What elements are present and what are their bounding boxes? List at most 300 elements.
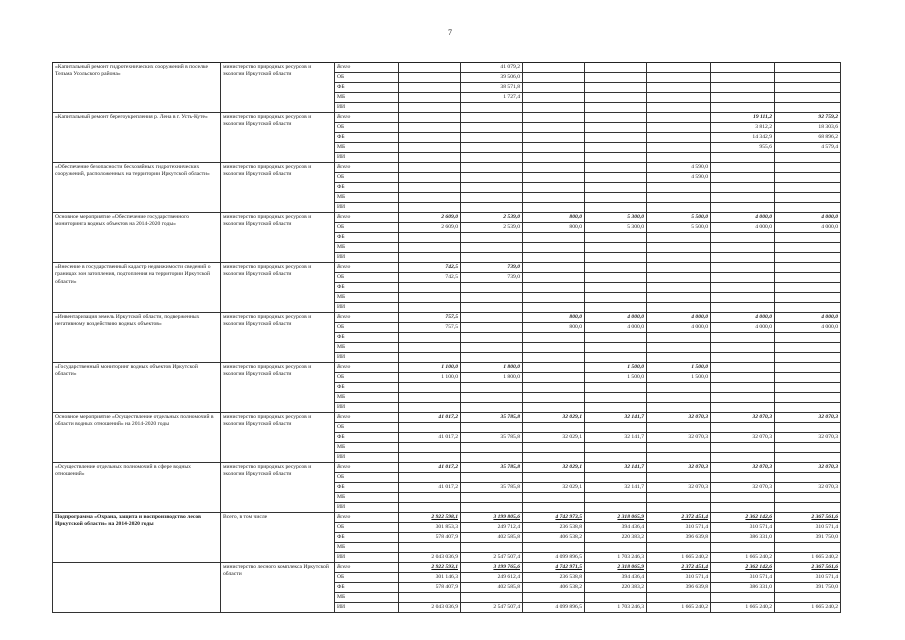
amount-cell [711, 343, 775, 353]
amount-cell [585, 423, 647, 433]
amount-cell [523, 303, 585, 313]
amount-cell [711, 543, 775, 553]
funding-source: Всего [335, 463, 399, 473]
amount-cell [523, 83, 585, 93]
amount-cell [523, 173, 585, 183]
amount-cell: 2 609,0 [399, 213, 461, 223]
funding-source: МБ [335, 343, 399, 353]
amount-cell: 1 100,0 [399, 373, 461, 383]
amount-cell [711, 63, 775, 73]
amount-cell [461, 313, 523, 323]
amount-cell [585, 103, 647, 113]
amount-cell: 1 727,4 [461, 93, 523, 103]
amount-cell [775, 373, 841, 383]
amount-cell [585, 453, 647, 463]
amount-cell [399, 423, 461, 433]
amount-cell: 1 500,0 [585, 363, 647, 373]
amount-cell: 406 538,2 [523, 533, 585, 543]
table-row [53, 363, 841, 373]
table-row [53, 513, 841, 523]
amount-cell: 41 017,2 [399, 433, 461, 443]
amount-cell [461, 253, 523, 263]
amount-cell [647, 93, 711, 103]
amount-cell [523, 473, 585, 483]
funding-source: МБ [335, 193, 399, 203]
amount-cell [711, 293, 775, 303]
amount-cell [461, 123, 523, 133]
amount-cell [399, 283, 461, 293]
amount-cell [775, 283, 841, 293]
table-row [53, 213, 841, 223]
amount-cell: 2 547 507,4 [461, 553, 523, 563]
amount-cell [711, 253, 775, 263]
amount-cell [585, 183, 647, 193]
amount-cell: 757,5 [399, 323, 461, 333]
amount-cell: 41 017,2 [399, 413, 461, 423]
amount-cell [775, 503, 841, 513]
amount-cell [585, 353, 647, 363]
amount-cell: 391 750,0 [775, 583, 841, 593]
amount-cell: 19 111,2 [711, 113, 775, 123]
funding-source: ФБ [335, 233, 399, 243]
amount-cell [775, 353, 841, 363]
amount-cell [461, 403, 523, 413]
amount-cell: 2 043 036,9 [399, 553, 461, 563]
amount-cell [711, 233, 775, 243]
amount-cell: 32 070,3 [711, 463, 775, 473]
amount-cell [711, 103, 775, 113]
funding-source: ФБ [335, 483, 399, 493]
amount-cell [775, 273, 841, 283]
amount-cell [461, 193, 523, 203]
amount-cell [399, 123, 461, 133]
funding-source: ИИ [335, 203, 399, 213]
amount-cell [523, 503, 585, 513]
amount-cell: 2 609,0 [399, 223, 461, 233]
amount-cell: 32 029,1 [523, 413, 585, 423]
responsible-executor: министерство природных ресурсов и экологии Иркутской области [221, 363, 335, 413]
funding-source: ОБ [335, 373, 399, 383]
amount-cell [711, 383, 775, 393]
amount-cell [647, 203, 711, 213]
amount-cell [399, 103, 461, 113]
amount-cell: 739,0 [461, 273, 523, 283]
amount-cell [647, 253, 711, 263]
amount-cell [585, 93, 647, 103]
funding-source: ИИ [335, 153, 399, 163]
activity-name [53, 563, 221, 613]
amount-cell [523, 73, 585, 83]
responsible-executor: министерство природных ресурсов и экологии Иркутской области [221, 263, 335, 313]
amount-cell [647, 273, 711, 283]
amount-cell: 32 070,3 [647, 483, 711, 493]
amount-cell: 2 539,0 [461, 223, 523, 233]
amount-cell: 800,0 [523, 223, 585, 233]
amount-cell [461, 423, 523, 433]
amount-cell: 5 300,0 [585, 223, 647, 233]
amount-cell: 800,0 [523, 323, 585, 333]
funding-source: МБ [335, 293, 399, 303]
funding-source: ОБ [335, 123, 399, 133]
funding-source: Всего [335, 63, 399, 73]
amount-cell [647, 293, 711, 303]
funding-source: Всего [335, 213, 399, 223]
amount-cell [399, 453, 461, 463]
amount-cell [711, 453, 775, 463]
amount-cell [775, 193, 841, 203]
amount-cell [399, 493, 461, 503]
amount-cell [711, 363, 775, 373]
amount-cell [399, 83, 461, 93]
funding-source: ОБ [335, 523, 399, 533]
budget-table [52, 62, 841, 613]
funding-source: МБ [335, 543, 399, 553]
amount-cell [399, 393, 461, 403]
amount-cell: 32 029,1 [523, 483, 585, 493]
funding-source: Всего [335, 513, 399, 523]
amount-cell [711, 593, 775, 603]
amount-cell [461, 203, 523, 213]
amount-cell [399, 153, 461, 163]
amount-cell [399, 333, 461, 343]
funding-source: МБ [335, 143, 399, 153]
funding-source: ФБ [335, 183, 399, 193]
funding-source: Всего [335, 263, 399, 273]
amount-cell [647, 283, 711, 293]
amount-cell: 757,5 [399, 313, 461, 323]
amount-cell: 4 742 971,5 [523, 563, 585, 573]
funding-source: ФБ [335, 383, 399, 393]
funding-source: Всего [335, 313, 399, 323]
amount-cell [647, 133, 711, 143]
amount-cell [711, 333, 775, 343]
amount-cell [711, 163, 775, 173]
activity-name: Основное мероприятие «Обеспечение государственного мониторинга водных объектов на 2014-2020 годы» [53, 213, 221, 263]
amount-cell: 4 590,0 [647, 163, 711, 173]
amount-cell: 32 070,3 [775, 433, 841, 443]
responsible-executor: министерство природных ресурсов и экологии Иркутской области [221, 63, 335, 113]
amount-cell [775, 473, 841, 483]
amount-cell [647, 333, 711, 343]
amount-cell: 32 070,3 [647, 463, 711, 473]
amount-cell [711, 303, 775, 313]
funding-source: ОБ [335, 423, 399, 433]
amount-cell [461, 233, 523, 243]
funding-source: ОБ [335, 73, 399, 83]
activity-name: «Внесение в государственный кадастр недвижимости сведений о границах зон затопления, подтопления на территории Иркутской области» [53, 263, 221, 313]
amount-cell [399, 443, 461, 453]
amount-cell [775, 173, 841, 183]
activity-name: «Обеспечение безопасности бесхозяйных гидротехнических сооружений, расположенных на территории Иркутской области» [53, 163, 221, 213]
amount-cell: 1 665 240,2 [711, 553, 775, 563]
amount-cell [647, 103, 711, 113]
amount-cell [523, 273, 585, 283]
amount-cell [461, 303, 523, 313]
amount-cell: 4 000,0 [711, 213, 775, 223]
amount-cell [647, 153, 711, 163]
amount-cell: 38 571,8 [461, 83, 523, 93]
amount-cell: 41 017,2 [399, 463, 461, 473]
amount-cell [647, 453, 711, 463]
amount-cell [711, 193, 775, 203]
amount-cell: 2 547 507,4 [461, 603, 523, 613]
amount-cell [647, 353, 711, 363]
amount-cell [523, 333, 585, 343]
amount-cell [711, 493, 775, 503]
amount-cell [647, 73, 711, 83]
amount-cell [399, 173, 461, 183]
amount-cell [585, 443, 647, 453]
amount-cell: 2 367 561,6 [775, 563, 841, 573]
funding-source: ИИ [335, 603, 399, 613]
amount-cell [711, 73, 775, 83]
amount-cell [775, 403, 841, 413]
amount-cell [711, 93, 775, 103]
amount-cell [399, 383, 461, 393]
amount-cell: 32 070,3 [711, 433, 775, 443]
amount-cell: 4 000,0 [711, 223, 775, 233]
amount-cell [647, 83, 711, 93]
amount-cell: 32 141,7 [585, 463, 647, 473]
table-row [53, 313, 841, 323]
amount-cell: 4 000,0 [585, 313, 647, 323]
amount-cell [775, 183, 841, 193]
amount-cell [585, 303, 647, 313]
amount-cell [711, 203, 775, 213]
amount-cell [399, 143, 461, 153]
amount-cell: 2 318 065,9 [585, 563, 647, 573]
funding-source: ОБ [335, 173, 399, 183]
amount-cell [585, 383, 647, 393]
amount-cell [461, 473, 523, 483]
amount-cell [523, 93, 585, 103]
amount-cell [647, 383, 711, 393]
amount-cell: 391 750,0 [775, 533, 841, 543]
amount-cell [647, 593, 711, 603]
amount-cell [523, 263, 585, 273]
amount-cell [711, 283, 775, 293]
amount-cell [523, 383, 585, 393]
amount-cell [461, 443, 523, 453]
amount-cell [775, 493, 841, 503]
amount-cell: 386 331,0 [711, 583, 775, 593]
activity-name: «Инвентаризация земель Иркутской области, подверженных негативному воздействию водных объектов» [53, 313, 221, 363]
amount-cell [585, 293, 647, 303]
amount-cell [647, 443, 711, 453]
amount-cell [647, 503, 711, 513]
activity-name: «Капитальный ремонт гидротехнических сооружений в поселке Тельма Усольского района» [53, 63, 221, 113]
amount-cell: 5 300,0 [585, 213, 647, 223]
amount-cell [775, 153, 841, 163]
amount-cell [647, 193, 711, 203]
amount-cell [585, 253, 647, 263]
amount-cell [711, 263, 775, 273]
amount-cell: 2 043 036,9 [399, 603, 461, 613]
amount-cell: 4 000,0 [775, 313, 841, 323]
amount-cell [775, 163, 841, 173]
amount-cell [461, 183, 523, 193]
funding-source: МБ [335, 493, 399, 503]
funding-source: ОБ [335, 273, 399, 283]
amount-cell [647, 473, 711, 483]
amount-cell: 2 318 065,9 [585, 513, 647, 523]
amount-cell [523, 143, 585, 153]
amount-cell: 310 571,4 [775, 523, 841, 533]
amount-cell [585, 543, 647, 553]
amount-cell: 4 000,0 [775, 223, 841, 233]
amount-cell: 1 500,0 [647, 363, 711, 373]
amount-cell: 35 785,8 [461, 483, 523, 493]
amount-cell: 220 383,2 [585, 533, 647, 543]
amount-cell [461, 103, 523, 113]
amount-cell [585, 63, 647, 73]
amount-cell: 39 506,0 [461, 73, 523, 83]
amount-cell: 402 585,8 [461, 583, 523, 593]
amount-cell: 402 585,8 [461, 533, 523, 543]
amount-cell [523, 493, 585, 503]
amount-cell [647, 183, 711, 193]
funding-source: Всего [335, 413, 399, 423]
amount-cell [399, 163, 461, 173]
amount-cell [399, 503, 461, 513]
amount-cell: 32 070,3 [775, 413, 841, 423]
amount-cell [647, 403, 711, 413]
amount-cell: 406 538,2 [523, 583, 585, 593]
funding-source: Всего [335, 363, 399, 373]
amount-cell [711, 393, 775, 403]
amount-cell [585, 243, 647, 253]
amount-cell [523, 233, 585, 243]
amount-cell [647, 63, 711, 73]
amount-cell [523, 363, 585, 373]
amount-cell: 220 383,2 [585, 583, 647, 593]
amount-cell: 2 372 451,4 [647, 563, 711, 573]
funding-source: Всего [335, 563, 399, 573]
amount-cell: 32 141,7 [585, 433, 647, 443]
amount-cell [461, 453, 523, 463]
amount-cell: 236 538,8 [523, 523, 585, 533]
amount-cell [399, 403, 461, 413]
amount-cell [523, 293, 585, 303]
amount-cell [711, 373, 775, 383]
amount-cell [523, 343, 585, 353]
amount-cell [775, 593, 841, 603]
funding-source: МБ [335, 443, 399, 453]
amount-cell: 18 303,6 [775, 123, 841, 133]
amount-cell [585, 593, 647, 603]
amount-cell [399, 113, 461, 123]
amount-cell: 3 812,2 [711, 123, 775, 133]
amount-cell [523, 423, 585, 433]
amount-cell [399, 473, 461, 483]
amount-cell [775, 393, 841, 403]
amount-cell: 1 665 240,2 [647, 603, 711, 613]
amount-cell: 4 099 896,5 [523, 553, 585, 563]
amount-cell [399, 73, 461, 83]
amount-cell: 4 000,0 [585, 323, 647, 333]
amount-cell [775, 203, 841, 213]
amount-cell: 236 538,8 [523, 573, 585, 583]
amount-cell [399, 63, 461, 73]
amount-cell: 301 146,3 [399, 573, 461, 583]
amount-cell [523, 453, 585, 463]
table-row [53, 63, 841, 73]
amount-cell: 4 000,0 [711, 323, 775, 333]
amount-cell [647, 123, 711, 133]
amount-cell [585, 393, 647, 403]
funding-source: ИИ [335, 553, 399, 563]
amount-cell [775, 83, 841, 93]
amount-cell [523, 153, 585, 163]
amount-cell: 2 362 142,6 [711, 513, 775, 523]
amount-cell: 4 579,4 [775, 143, 841, 153]
table-row [53, 463, 841, 473]
amount-cell: 1 100,0 [399, 363, 461, 373]
funding-source: МБ [335, 93, 399, 103]
amount-cell [461, 143, 523, 153]
amount-cell [775, 443, 841, 453]
amount-cell [523, 193, 585, 203]
amount-cell [399, 253, 461, 263]
amount-cell [585, 493, 647, 503]
amount-cell [461, 283, 523, 293]
funding-source: ФБ [335, 533, 399, 543]
amount-cell [585, 113, 647, 123]
amount-cell [711, 503, 775, 513]
amount-cell: 578 407,9 [399, 583, 461, 593]
funding-source: МБ [335, 393, 399, 403]
amount-cell [585, 83, 647, 93]
amount-cell [585, 153, 647, 163]
responsible-executor: Всего, в том числе [221, 513, 335, 563]
amount-cell [711, 443, 775, 453]
funding-source: ИИ [335, 303, 399, 313]
amount-cell [647, 143, 711, 153]
funding-source: ИИ [335, 103, 399, 113]
amount-cell [647, 423, 711, 433]
amount-cell [585, 73, 647, 83]
amount-cell [585, 283, 647, 293]
amount-cell [647, 233, 711, 243]
table-row [53, 563, 841, 573]
amount-cell [647, 303, 711, 313]
amount-cell [775, 333, 841, 343]
amount-cell: 4 000,0 [775, 323, 841, 333]
amount-cell: 4 000,0 [647, 313, 711, 323]
funding-source: ФБ [335, 583, 399, 593]
amount-cell: 32 141,7 [585, 483, 647, 493]
amount-cell [711, 183, 775, 193]
amount-cell: 32 070,3 [711, 483, 775, 493]
amount-cell [461, 163, 523, 173]
activity-name: «Капитальный ремонт берегоукрепления р. Лена в г. Усть-Куте» [53, 113, 221, 163]
table-row [53, 163, 841, 173]
responsible-executor: министерство природных ресурсов и экологии Иркутской области [221, 413, 335, 463]
activity-name: «Государственный мониторинг водных объектов Иркутской области» [53, 363, 221, 413]
amount-cell [461, 293, 523, 303]
funding-source: ОБ [335, 323, 399, 333]
amount-cell: 32 070,3 [775, 463, 841, 473]
amount-cell: 2 922 598,1 [399, 513, 461, 523]
amount-cell: 1 665 240,2 [647, 553, 711, 563]
amount-cell: 2 362 142,6 [711, 563, 775, 573]
table-row [53, 263, 841, 273]
amount-cell [775, 73, 841, 83]
amount-cell [461, 133, 523, 143]
amount-cell: 800,0 [523, 313, 585, 323]
amount-cell [585, 193, 647, 203]
amount-cell: 386 331,0 [711, 533, 775, 543]
